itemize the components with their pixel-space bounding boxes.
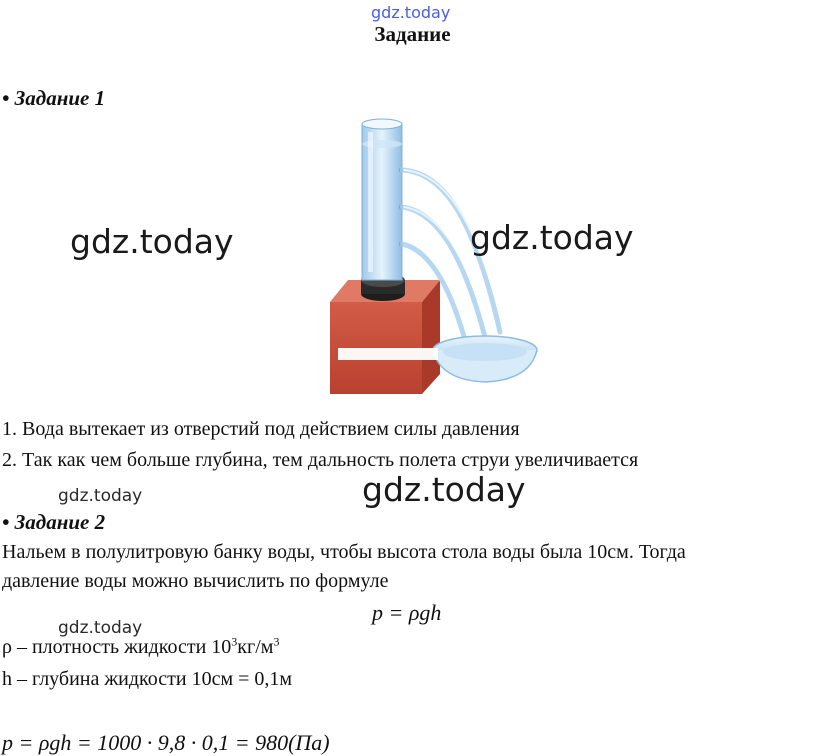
result-formula: p = ρgh = 1000 · 9,8 · 0,1 = 980(Па) <box>2 730 330 755</box>
water-dish <box>433 336 537 382</box>
task2-depth-line: h – глубина жидкости 10см = 0,1м <box>2 668 293 690</box>
watermark-center: gdz.today <box>362 470 526 509</box>
pressure-formula: p = ρgh <box>372 600 442 625</box>
task1-answer-1: 1. Вода вытекает из отверстий под действием силы давления <box>2 418 520 440</box>
experiment-figure-svg <box>300 112 550 412</box>
task1-answer-2: 2. Так как чем больше глубина, тем дальность полета струи увеличивается <box>2 449 639 471</box>
density-unit: кг/м <box>237 636 274 658</box>
task2-intro-line2: давление воды можно вычислить по формуле <box>2 570 389 592</box>
task2-density-line <box>2 636 279 659</box>
density-unit-exponent: 3 <box>273 634 280 649</box>
density-exponent: 3 <box>231 634 238 649</box>
page-title: Задание <box>374 22 451 46</box>
water-tube <box>362 119 402 280</box>
density-prefix: ρ – плотность жидкости 10 <box>2 636 232 658</box>
watermark-right: gdz.today <box>470 218 634 257</box>
experiment-illustration <box>300 112 550 412</box>
task2-intro-line1: Нальем в полулитровую банку воды, чтобы высота стола воды была 10см. Тогда <box>2 541 686 563</box>
watermark-small-1: gdz.today <box>58 486 143 506</box>
task2-heading: • Задание 2 <box>2 510 106 534</box>
watermark-left: gdz.today <box>70 222 234 261</box>
task1-heading: • Задание 1 <box>2 86 106 110</box>
watermark-small-2: gdz.today <box>58 618 143 638</box>
watermark-top: gdz.today <box>371 3 451 22</box>
